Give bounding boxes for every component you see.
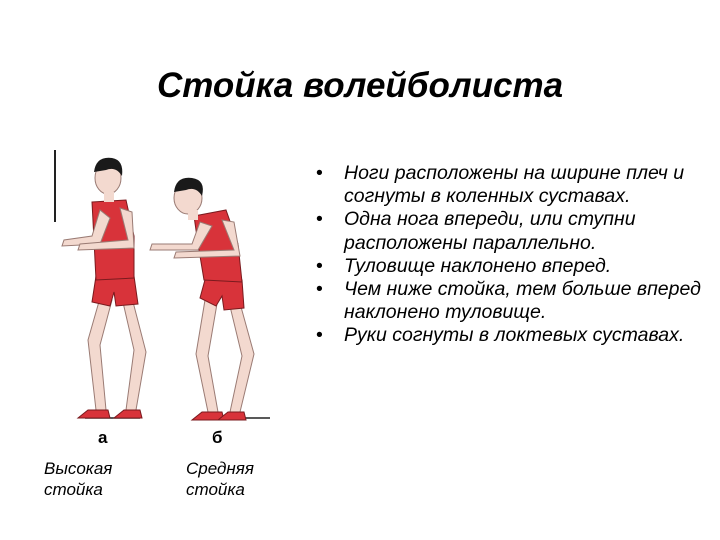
figure-high-stance (55, 150, 146, 418)
slide-title: Стойка волейболиста (156, 66, 564, 105)
bullet-list (312, 162, 712, 348)
shoe (78, 410, 110, 418)
bullet-item (312, 208, 712, 254)
caption-medium-stance: Средняя стойка (186, 459, 254, 499)
leg (196, 294, 218, 412)
bullet-dot: • (316, 278, 323, 301)
neck (188, 210, 198, 220)
bullet-item (312, 278, 712, 324)
bullet-item (312, 255, 712, 278)
caption-high-stance: Высокая стойка (44, 459, 113, 499)
bullet-text: Чем ниже стойка, тем больше вперед наклонено туловище. (344, 278, 701, 324)
stance-illustration (30, 140, 290, 440)
shoe (114, 410, 142, 418)
leg (88, 298, 112, 410)
bullet-item (312, 324, 712, 347)
leg (228, 296, 254, 412)
shorts (92, 276, 138, 306)
bullet-text: Туловище наклонено вперед. (344, 254, 612, 277)
bullet-item (312, 162, 712, 208)
bullet-text: Одна нога впереди, или ступни расположены параллельно. (344, 208, 636, 254)
bullet-dot: • (316, 254, 323, 277)
bullet-dot: • (316, 324, 323, 347)
bullet-dot: • (316, 208, 323, 231)
neck (104, 192, 114, 202)
figure-letter-b: б (212, 428, 223, 447)
leg (122, 298, 146, 410)
figure-letter-a: а (98, 428, 108, 447)
bullet-text: Ноги расположены на ширине плеч и согнуты в коленных суставах. (344, 162, 685, 208)
bullet-text: Руки согнуты в локтевых суставах. (344, 324, 685, 347)
bullet-dot: • (316, 162, 323, 184)
figure-medium-stance (150, 178, 270, 420)
